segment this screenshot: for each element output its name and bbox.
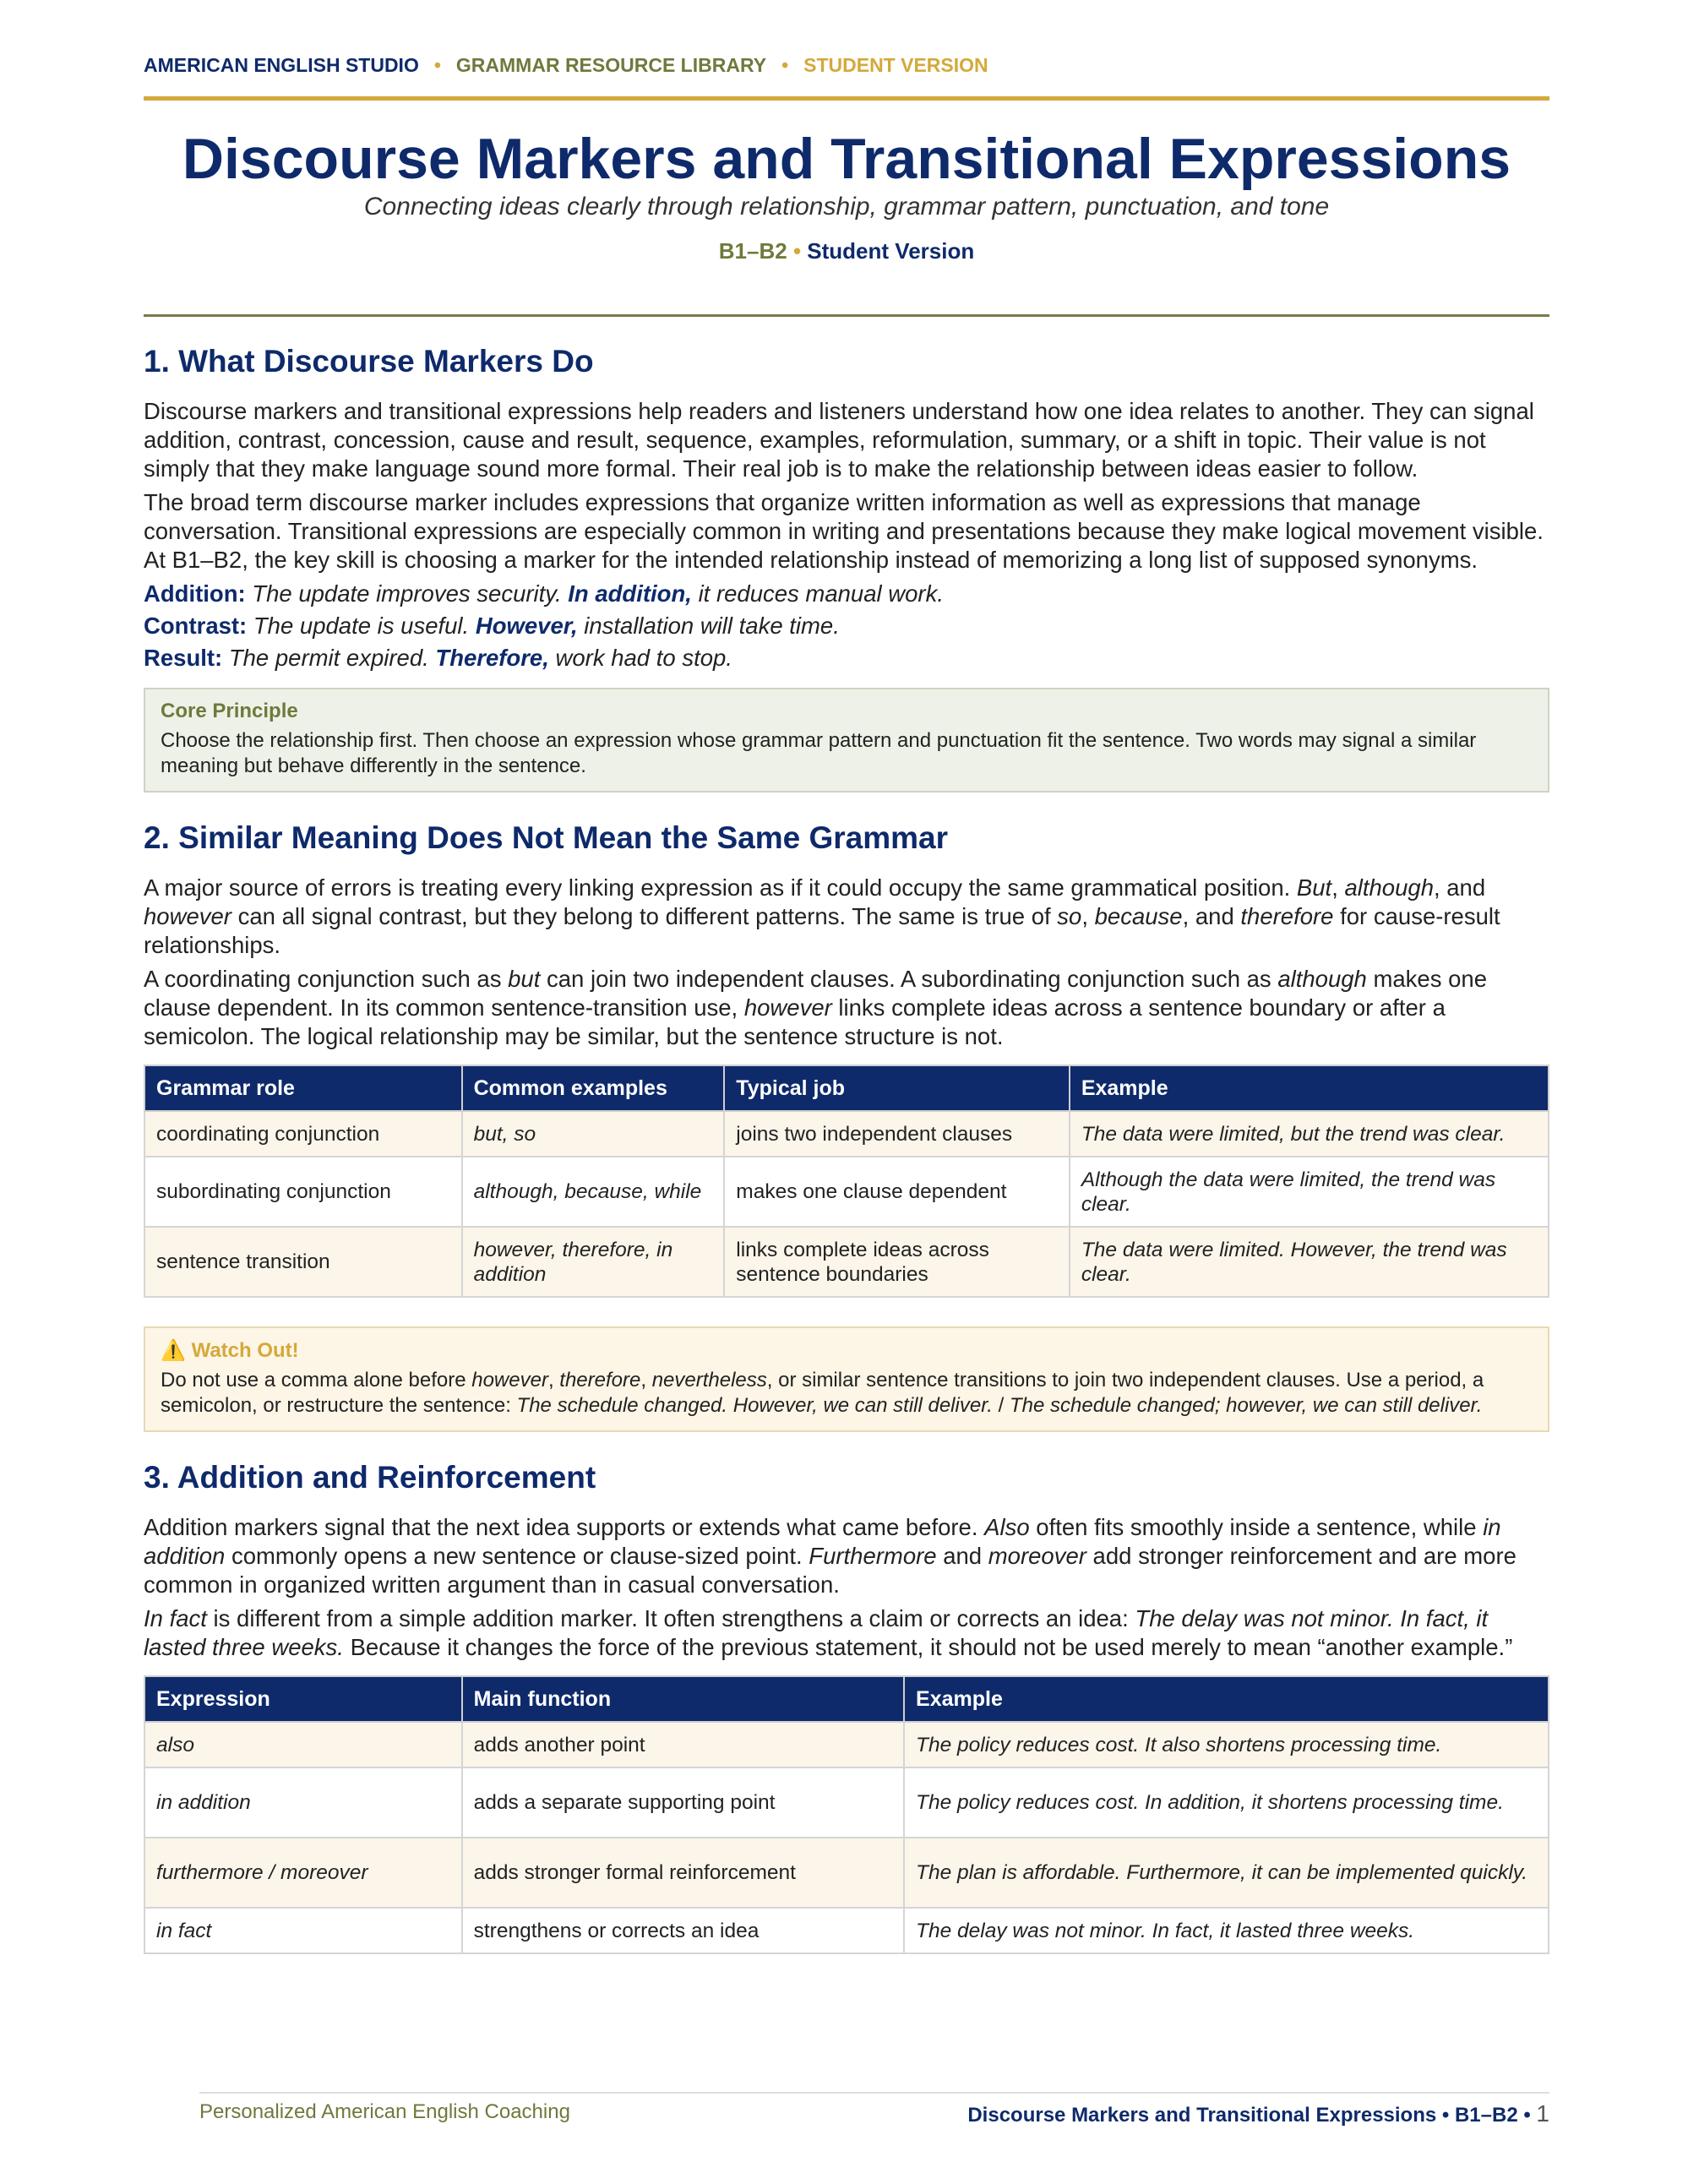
top-banner <box>144 54 1549 101</box>
table-cell: The policy reduces cost. It also shortens processing time. <box>904 1722 1549 1767</box>
document-title: Discourse Markers and Transitional Expressions <box>182 127 1511 191</box>
table-header-row <box>144 1676 1549 1722</box>
library-name: GRAMMAR RESOURCE LIBRARY <box>455 54 767 76</box>
title-divider <box>144 314 1549 317</box>
table-row <box>144 1227 1549 1297</box>
brand-name: AMERICAN ENGLISH STUDIO <box>144 54 419 76</box>
footer-document-label <box>967 2100 1549 2127</box>
section-3-paragraph-1: Addition markers signal that the next idea supports or extends what came before. Also often fits smoothly inside a sentence, while in addition commonly opens a new sentence or clause-sized point. Furthermore and moreover add stronger reinforcement and are more common in organized written argument than in casual conversation. <box>144 1514 1516 1598</box>
table-header-row <box>144 1065 1549 1111</box>
table-row <box>144 1908 1549 1953</box>
footer-title: Discourse Markers and Transitional Expressions • B1–B2 • <box>967 2104 1531 2127</box>
main-content <box>144 338 1549 1954</box>
table-row <box>144 1838 1549 1908</box>
table-cell: in fact <box>144 1908 462 1953</box>
example-contrast: Contrast: The update is useful. However, installation will take time. <box>144 613 840 639</box>
page-number: 1 <box>1536 2100 1549 2127</box>
table-cell: coordinating conjunction <box>144 1111 462 1157</box>
table-row <box>144 1767 1549 1838</box>
section-1-heading: 1. What Discourse Markers Do <box>144 344 594 379</box>
column-header: Common examples <box>462 1065 725 1111</box>
section-2-paragraph-2: A coordinating conjunction such as but can join two independent clauses. A subordinating conjunction such as although makes one clause dependent. In its common sentence-transition use, however links complete ideas across a sentence boundary or after a semicolon. The logical relationship may be similar, but the sentence structure is not. <box>144 966 1487 1049</box>
version-label: STUDENT VERSION <box>803 54 988 76</box>
table-cell: The delay was not minor. In fact, it lasted three weeks. <box>904 1908 1549 1953</box>
column-header: Example <box>1070 1065 1549 1111</box>
level-badge: B1–B2 <box>718 238 787 264</box>
table-cell: The policy reduces cost. In addition, it shortens processing time. <box>904 1767 1549 1838</box>
table-cell: subordinating conjunction <box>144 1157 462 1227</box>
core-principle-body: Choose the relationship first. Then choose an expression whose grammar pattern and punctuation fit the sentence. Two words may signal a similar meaning but behave differently in the sentence. <box>161 729 1477 777</box>
table-cell: but, so <box>462 1111 725 1157</box>
column-header: Grammar role <box>144 1065 462 1111</box>
table-cell: links complete ideas across sentence boundaries <box>724 1227 1070 1297</box>
table-row <box>144 1722 1549 1767</box>
document-subtitle: Connecting ideas clearly through relationship, grammar pattern, punctuation, and tone <box>363 193 1330 221</box>
table-cell: although, because, while <box>462 1157 725 1227</box>
banner-separator: • <box>781 54 789 76</box>
grammar-role-table <box>144 1065 1549 1298</box>
table-cell: in addition <box>144 1767 462 1838</box>
column-header: Typical job <box>724 1065 1070 1111</box>
watch-out-body: Do not use a comma alone before however, therefore, nevertheless, or similar sentence transitions to join two independent clauses. Use a period, a semicolon, or restructure the sentence: The schedule changed. However, we can still deliver. / The schedule changed; however, we can still deliver. <box>161 1369 1484 1417</box>
table-cell: adds another point <box>462 1722 904 1767</box>
section-1-paragraph-1: Discourse markers and transitional expressions help readers and listeners understand how one idea relates to another. They can signal addition, contrast, concession, cause and result, sequence, examples, reformulation, summary, or a shift in topic. Their value is not simply that they make language sound more formal. Their real job is to make the relationship between ideas easier to follow. <box>144 398 1534 482</box>
table-cell: furthermore / moreover <box>144 1838 462 1908</box>
table-cell: strengthens or corrects an idea <box>462 1908 904 1953</box>
table-row <box>144 1157 1549 1227</box>
footer-divider <box>199 2092 1549 2094</box>
table-row <box>144 1111 1549 1157</box>
table-cell: Although the data were limited, the trend was clear. <box>1070 1157 1549 1227</box>
table-cell: adds a separate supporting point <box>462 1767 904 1838</box>
table-cell: The data were limited. However, the trend was clear. <box>1070 1227 1549 1297</box>
section-1-paragraph-2: The broad term discourse marker includes expressions that organize written information as well as expressions that manage conversation. Transitional expressions are especially common in writing and presentations because they make logical movement visible. At B1–B2, the key skill is choosing a marker for the intended relationship instead of memorizing a long list of supposed synonyms. <box>144 489 1544 573</box>
example-addition: Addition: The update improves security. In addition, it reduces manual work. <box>144 580 944 607</box>
version-text: Student Version <box>807 238 975 264</box>
section-2-heading: 2. Similar Meaning Does Not Mean the Same Grammar <box>144 820 949 855</box>
section-2-paragraph-1: A major source of errors is treating every linking expression as if it could occupy the same grammatical position. But, although, and however can all signal contrast, but they belong to different patterns. The same is true of so, because, and therefore for cause-result relationships. <box>144 874 1500 958</box>
watch-out-title: ⚠️ Watch Out! <box>161 1339 299 1362</box>
watch-out-box <box>144 1326 1549 1432</box>
example-result: Result: The permit expired. Therefore, work had to stop. <box>144 645 732 671</box>
warning-icon: ⚠️ <box>161 1339 186 1362</box>
section-3-heading: 3. Addition and Reinforcement <box>144 1460 596 1495</box>
section-3-paragraph-2: In fact is different from a simple addition marker. It often strengthens a claim or corrects an idea: The delay was not minor. In fact, it lasted three weeks. Because it changes the force of the previous statement, it should not be used merely to mean “another example.” <box>144 1605 1513 1660</box>
table-cell: however, therefore, in addition <box>462 1227 725 1297</box>
table-cell: also <box>144 1722 462 1767</box>
footer-coaching-label: Personalized American English Coaching <box>199 2100 570 2123</box>
table-cell: adds stronger formal reinforcement <box>462 1838 904 1908</box>
table-cell: sentence transition <box>144 1227 462 1297</box>
table-cell: The data were limited, but the trend was clear. <box>1070 1111 1549 1157</box>
column-header: Main function <box>462 1676 904 1722</box>
core-principle-box <box>144 688 1549 792</box>
level-line <box>144 238 1549 264</box>
column-header: Example <box>904 1676 1549 1722</box>
table-cell: makes one clause dependent <box>724 1157 1070 1227</box>
table-cell: The plan is affordable. Furthermore, it can be implemented quickly. <box>904 1838 1549 1908</box>
table-cell: joins two independent clauses <box>724 1111 1070 1157</box>
banner-separator: • <box>433 54 441 76</box>
addition-markers-table <box>144 1675 1549 1954</box>
level-separator: • <box>792 238 802 264</box>
column-header: Expression <box>144 1676 462 1722</box>
core-principle-title: Core Principle <box>161 700 298 722</box>
